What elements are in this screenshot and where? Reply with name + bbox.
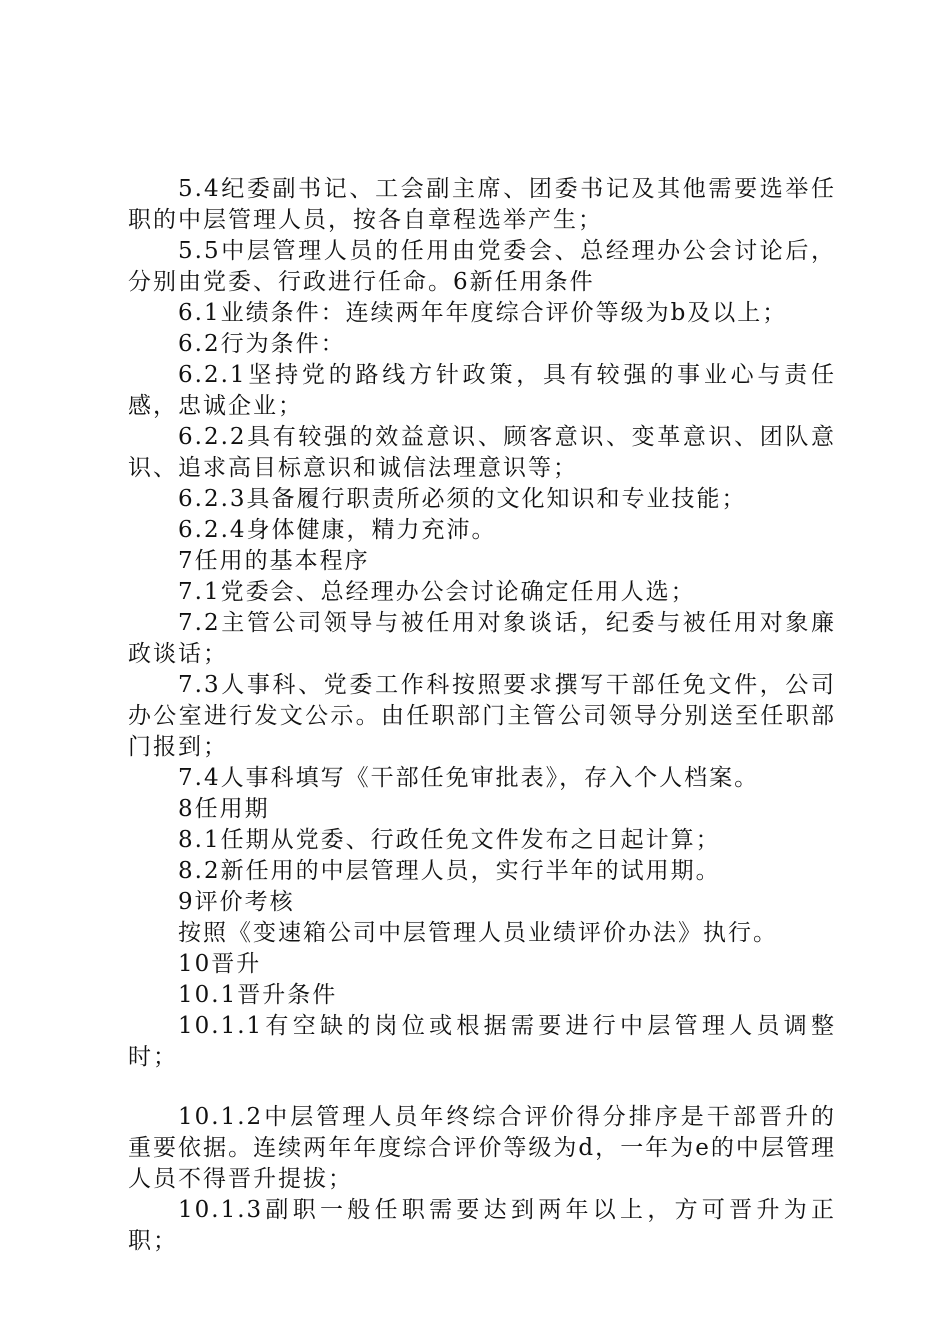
paragraph-6-2: 6.2行为条件： [178,331,346,357]
paragraph-6-1: 6.1业绩条件：连续两年年度综合评价等级为b及以上； [178,300,788,326]
paragraph-7-1: 7.1党委会、总经理办公会讨论确定任用人选； [178,579,696,605]
paragraph-10-1-1: 10.1.1有空缺的岗位或根据需要进行中层管理人员调整时； [128,1013,836,1070]
paragraph-8-1: 8.1任期从党委、行政任免文件发布之日起计算； [178,827,721,853]
paragraph-gap [128,1073,836,1102]
paragraph-10-1-3: 10.1.3副职一般任职需要达到两年以上，方可晋升为正职； [128,1197,836,1254]
paragraph-6-2-4: 6.2.4身体健康，精力充沛。 [178,517,497,543]
paragraph-10-1-2: 10.1.2中层管理人员年终综合评价得分排序是干部晋升的重要依据。连续两年年度综合评价等级为d，一年为e的中层管理人员不得晋升提拔； [128,1104,836,1192]
paragraph-5-5: 5.5中层管理人员的任用由党委会、总经理办公会讨论后，分别由党委、行政进行任命。6新任用条件 [128,238,836,295]
subsection-heading-10-1: 10.1晋升条件 [178,982,338,1008]
section-heading-9: 9评价考核 [178,889,295,915]
paragraph-8-2: 8.2新任用的中层管理人员，实行半年的试用期。 [178,858,721,884]
paragraph-6-2-3: 6.2.3具备履行职责所必须的文化知识和专业技能； [178,486,747,512]
section-heading-7: 7任用的基本程序 [178,548,370,574]
paragraph-6-2-1: 6.2.1坚持党的路线方针政策，具有较强的事业心与责任感，忠诚企业； [128,362,836,419]
paragraph-7-4: 7.4人事科填写《干部任免审批表》，存入个人档案。 [178,765,760,791]
paragraph-7-3: 7.3人事科、党委工作科按照要求撰写干部任免文件，公司办公室进行发文公示。由任职部门主管公司领导分别送至任职部门报到； [128,672,836,760]
paragraph-9-body: 按照《变速箱公司中层管理人员业绩评价办法》执行。 [178,920,778,946]
paragraph-7-2: 7.2主管公司领导与被任用对象谈话，纪委与被任用对象廉政谈话； [128,610,836,667]
paragraph-6-2-2: 6.2.2具有较强的效益意识、顾客意识、变革意识、团队意识、追求高目标意识和诚信法理意识等； [128,424,836,481]
section-heading-8: 8任用期 [178,796,270,822]
paragraph-5-4: 5.4纪委副书记、工会副主席、团委书记及其他需要选举任职的中层管理人员，按各自章程选举产生； [128,176,836,233]
document-body [128,174,836,1257]
section-heading-10: 10晋升 [178,951,262,977]
